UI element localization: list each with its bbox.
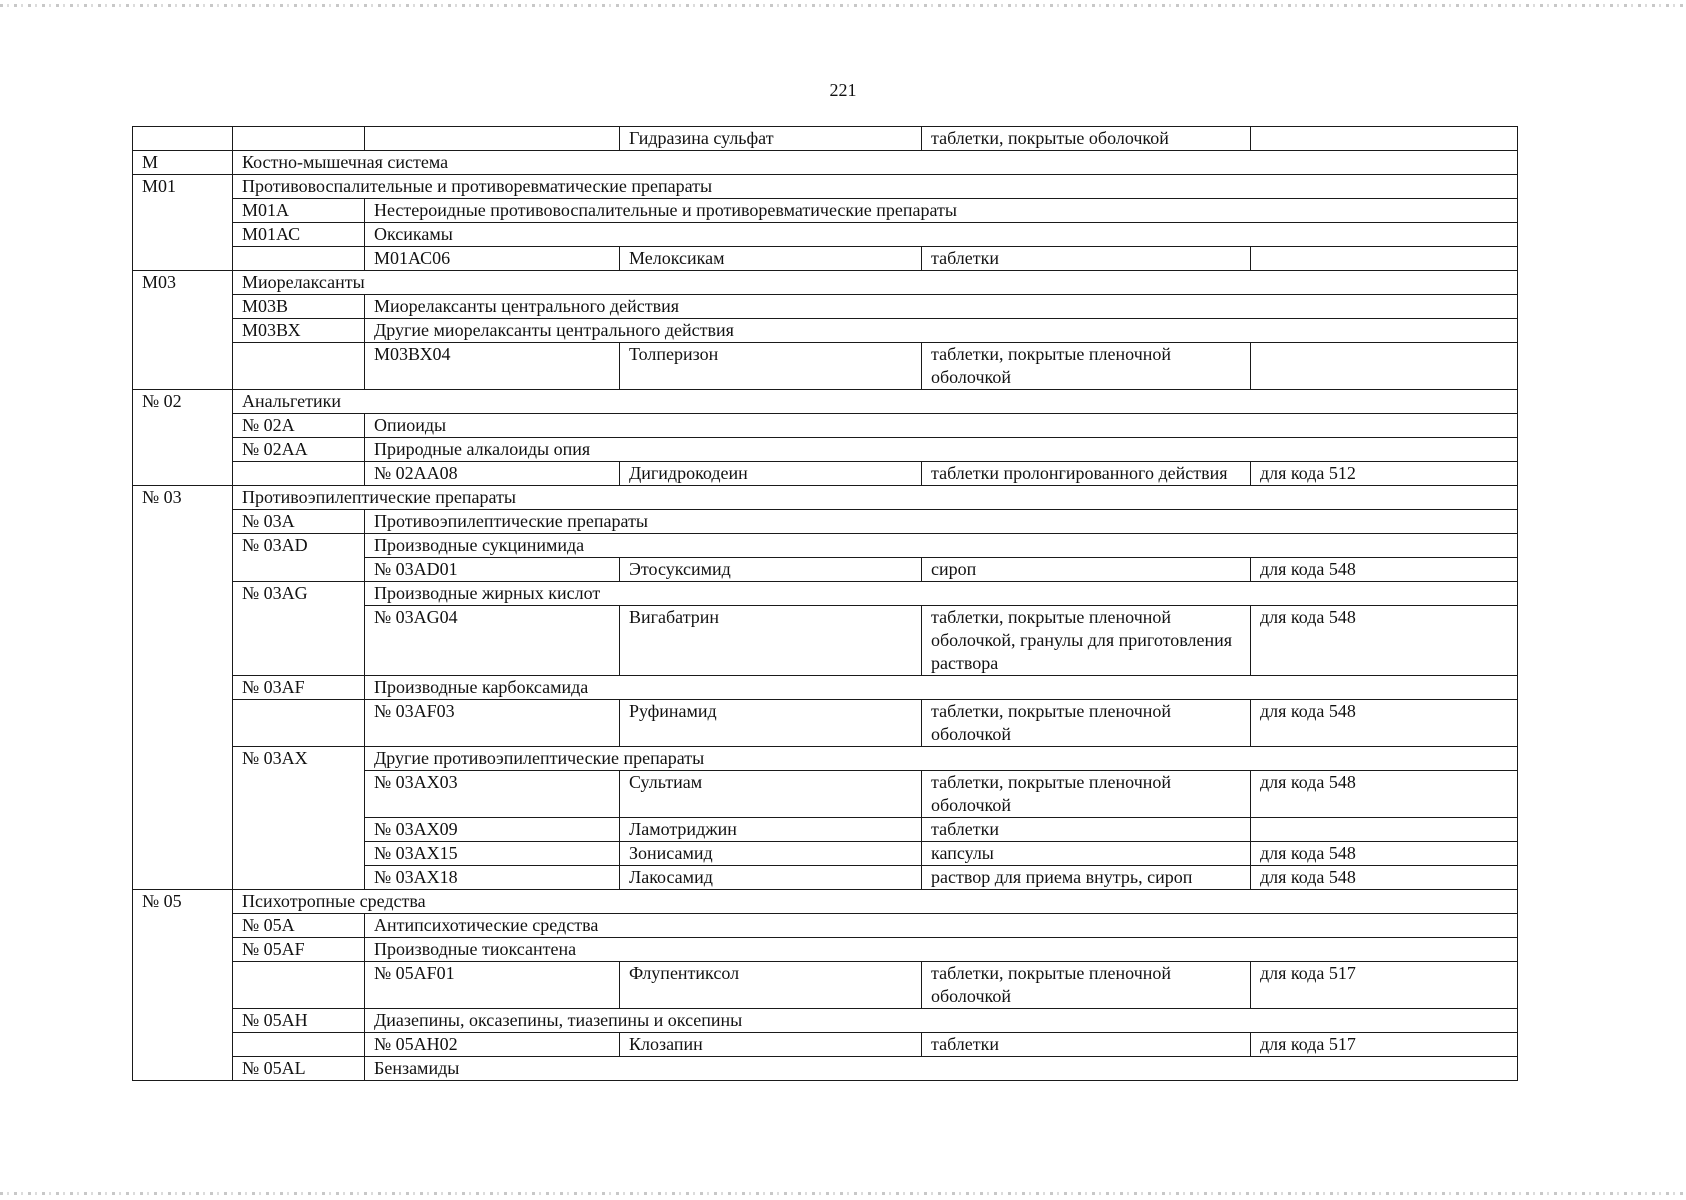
atc-code-full-cell: № 02АА08 [365, 462, 620, 486]
atc-subgroup-name-cell: Природные алкалоиды опия [365, 438, 1518, 462]
atc-subgroup-name-cell: Другие противоэпилептические препараты [365, 747, 1518, 771]
atc-group-name-cell: Противовоспалительные и противоревматические препараты [233, 175, 1518, 199]
atc-classification-table [132, 126, 1518, 1081]
drug-name-cell: Толперизон [620, 343, 922, 390]
atc-code-full-cell: № 03АХ18 [365, 866, 620, 890]
atc-subgroup-code-cell: М03В [233, 295, 365, 319]
atc-subgroup-name-cell: Производные сукцинимида [365, 534, 1518, 558]
dosage-form-cell: таблетки пролонгированного действия [922, 462, 1251, 486]
drug-name-cell: Сультиам [620, 771, 922, 818]
atc-code-cell: М03 [133, 271, 233, 390]
table-row [133, 223, 1518, 247]
drug-name-cell: Дигидрокодеин [620, 462, 922, 486]
note-cell: для кода 548 [1251, 842, 1518, 866]
atc-subgroup-name-cell: Диазепины, оксазепины, тиазепины и оксепины [365, 1009, 1518, 1033]
note-cell: для кода 548 [1251, 606, 1518, 676]
atc-subgroup-code-cell: № 03АХ [233, 747, 365, 890]
atc-subgroup-code-cell: М03ВХ [233, 319, 365, 343]
drug-name-cell: Зонисамид [620, 842, 922, 866]
table-row [133, 1033, 1518, 1057]
atc-code-cell: М01 [133, 175, 233, 271]
atc-subgroup-name-cell: Производные жирных кислот [365, 582, 1518, 606]
atc-subgroup-code-cell [233, 700, 365, 747]
atc-subgroup-name-cell: Бензамиды [365, 1057, 1518, 1081]
drug-name-cell: Мелоксикам [620, 247, 922, 271]
atc-code-full-cell: № 03АХ09 [365, 818, 620, 842]
dosage-form-cell: таблетки [922, 1033, 1251, 1057]
atc-code-cell [133, 127, 233, 151]
table-row [133, 534, 1518, 558]
atc-subgroup-code-cell: № 03АG [233, 582, 365, 676]
atc-code-full-cell: № 05АF01 [365, 962, 620, 1009]
atc-subgroup-code-cell: № 02АА [233, 438, 365, 462]
table-row [133, 1057, 1518, 1081]
atc-subgroup-name-cell: Другие миорелаксанты центрального действия [365, 319, 1518, 343]
atc-subgroup-code-cell [233, 343, 365, 390]
atc-code-full-cell [365, 127, 620, 151]
atc-subgroup-code-cell: № 05АF [233, 938, 365, 962]
table-row [133, 582, 1518, 606]
scan-edge-bottom [0, 1192, 1686, 1195]
drug-name-cell: Гидразина сульфат [620, 127, 922, 151]
atc-code-cell: М [133, 151, 233, 175]
atc-code-full-cell: М01АС06 [365, 247, 620, 271]
table-row [133, 1009, 1518, 1033]
atc-subgroup-name-cell: Антипсихотические средства [365, 914, 1518, 938]
table-row [133, 747, 1518, 771]
table-row [133, 486, 1518, 510]
table-row [133, 151, 1518, 175]
atc-subgroup-name-cell: Миорелаксанты центрального действия [365, 295, 1518, 319]
scan-edge-top [0, 4, 1686, 7]
atc-code-cell: № 05 [133, 890, 233, 1081]
table-row [133, 247, 1518, 271]
table-row [133, 510, 1518, 534]
atc-subgroup-code-cell: М01А [233, 199, 365, 223]
table-row [133, 127, 1518, 151]
atc-subgroup-code-cell: № 03А [233, 510, 365, 534]
atc-group-name-cell: Костно-мышечная система [233, 151, 1518, 175]
atc-code-full-cell: № 03АG04 [365, 606, 620, 676]
note-cell [1251, 818, 1518, 842]
table-row [133, 962, 1518, 1009]
atc-subgroup-code-cell: № 03АD [233, 534, 365, 582]
dosage-form-cell: таблетки [922, 247, 1251, 271]
atc-code-full-cell: М03ВХ04 [365, 343, 620, 390]
atc-subgroup-code-cell: № 05А [233, 914, 365, 938]
atc-subgroup-name-cell: Производные тиоксантена [365, 938, 1518, 962]
page-number: 221 [829, 80, 857, 100]
drug-name-cell: Флупентиксол [620, 962, 922, 1009]
atc-group-name-cell: Противоэпилептические препараты [233, 486, 1518, 510]
table-row [133, 390, 1518, 414]
atc-code-full-cell: № 03АD01 [365, 558, 620, 582]
drug-name-cell: Ламотриджин [620, 818, 922, 842]
table-row [133, 175, 1518, 199]
atc-subgroup-code-cell [233, 462, 365, 486]
atc-subgroup-name-cell: Опиоиды [365, 414, 1518, 438]
atc-subgroup-code-cell [233, 962, 365, 1009]
dosage-form-cell: таблетки, покрытые пленочной оболочкой [922, 700, 1251, 747]
atc-group-name-cell: Миорелаксанты [233, 271, 1518, 295]
note-cell: для кода 548 [1251, 700, 1518, 747]
note-cell: для кода 517 [1251, 1033, 1518, 1057]
atc-subgroup-code-cell: № 03АF [233, 676, 365, 700]
atc-code-cell: № 02 [133, 390, 233, 486]
dosage-form-cell: сироп [922, 558, 1251, 582]
dosage-form-cell: таблетки, покрытые пленочной оболочкой [922, 771, 1251, 818]
atc-code-full-cell: № 03АХ15 [365, 842, 620, 866]
table-row [133, 199, 1518, 223]
atc-code-full-cell: № 05АН02 [365, 1033, 620, 1057]
table-row [133, 271, 1518, 295]
atc-subgroup-code-cell [233, 1033, 365, 1057]
table-row [133, 676, 1518, 700]
atc-code-full-cell: № 03АХ03 [365, 771, 620, 818]
drug-name-cell: Лакосамид [620, 866, 922, 890]
note-cell [1251, 343, 1518, 390]
atc-subgroup-name-cell: Производные карбоксамида [365, 676, 1518, 700]
dosage-form-cell: таблетки, покрытые оболочкой [922, 127, 1251, 151]
table-row [133, 700, 1518, 747]
table-row [133, 295, 1518, 319]
table-row [133, 319, 1518, 343]
dosage-form-cell: раствор для приема внутрь, сироп [922, 866, 1251, 890]
note-cell [1251, 247, 1518, 271]
drug-name-cell: Руфинамид [620, 700, 922, 747]
atc-subgroup-name-cell: Нестероидные противовоспалительные и противоревматические препараты [365, 199, 1518, 223]
drug-name-cell: Этосуксимид [620, 558, 922, 582]
table-row [133, 343, 1518, 390]
note-cell: для кода 548 [1251, 771, 1518, 818]
drug-name-cell: Вигабатрин [620, 606, 922, 676]
table-row [133, 414, 1518, 438]
table-row [133, 890, 1518, 914]
atc-subgroup-code-cell [233, 127, 365, 151]
atc-subgroup-code-cell [233, 247, 365, 271]
dosage-form-cell: капсулы [922, 842, 1251, 866]
atc-subgroup-code-cell: № 05АН [233, 1009, 365, 1033]
atc-subgroup-name-cell: Противоэпилептические препараты [365, 510, 1518, 534]
note-cell: для кода 517 [1251, 962, 1518, 1009]
dosage-form-cell: таблетки, покрытые пленочной оболочкой, гранулы для приготовления раствора [922, 606, 1251, 676]
table-row [133, 914, 1518, 938]
drug-name-cell: Клозапин [620, 1033, 922, 1057]
atc-subgroup-code-cell: М01АС [233, 223, 365, 247]
table-row [133, 438, 1518, 462]
atc-group-name-cell: Психотропные средства [233, 890, 1518, 914]
dosage-form-cell: таблетки, покрытые пленочной оболочкой [922, 343, 1251, 390]
note-cell [1251, 127, 1518, 151]
dosage-form-cell: таблетки [922, 818, 1251, 842]
table-row [133, 938, 1518, 962]
atc-subgroup-name-cell: Оксикамы [365, 223, 1518, 247]
atc-code-full-cell: № 03АF03 [365, 700, 620, 747]
atc-subgroup-code-cell: № 02А [233, 414, 365, 438]
note-cell: для кода 512 [1251, 462, 1518, 486]
atc-code-cell: № 03 [133, 486, 233, 890]
atc-group-name-cell: Анальгетики [233, 390, 1518, 414]
note-cell: для кода 548 [1251, 866, 1518, 890]
table-row [133, 462, 1518, 486]
note-cell: для кода 548 [1251, 558, 1518, 582]
dosage-form-cell: таблетки, покрытые пленочной оболочкой [922, 962, 1251, 1009]
atc-subgroup-code-cell: № 05АL [233, 1057, 365, 1081]
